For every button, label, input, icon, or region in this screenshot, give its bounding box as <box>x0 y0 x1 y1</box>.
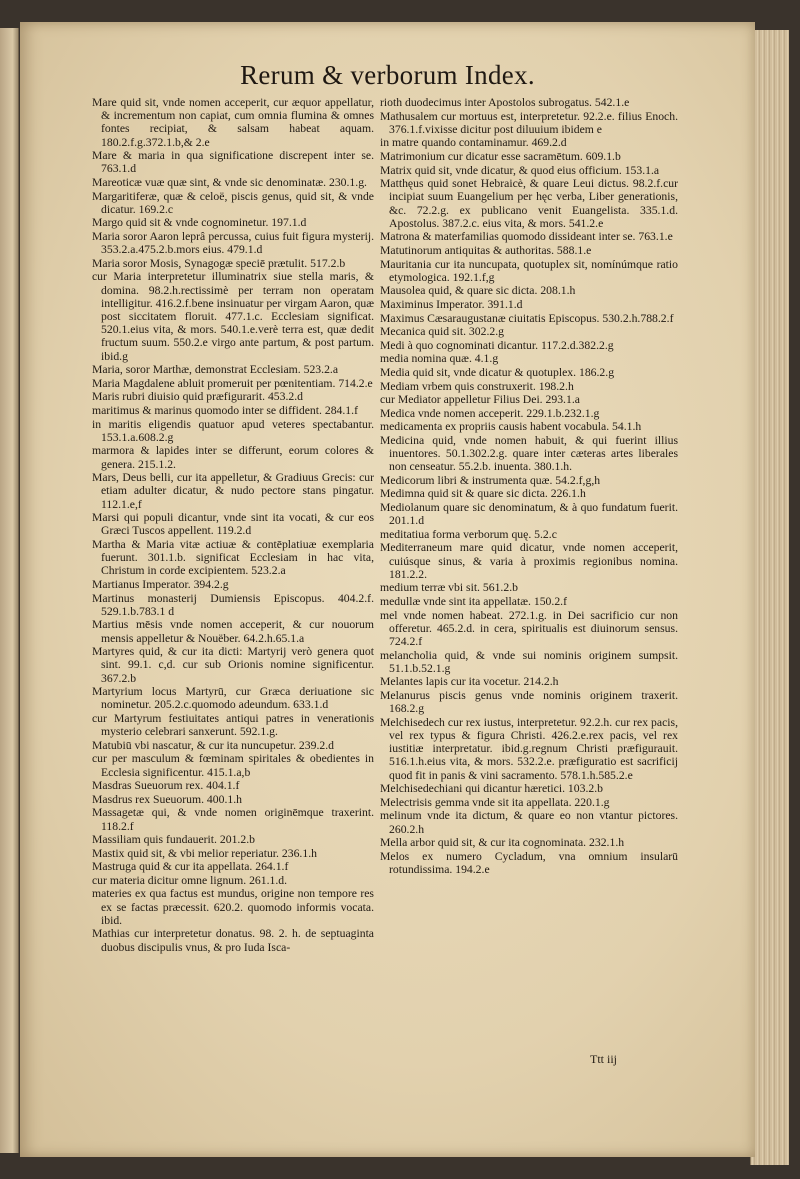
index-entry: Maria soror Mosis, Synagogæ speciē prætulit. 517.2.b <box>92 256 346 270</box>
index-entry: Mediterraneum mare quid dicatur, vnde nomen acceperit, cuiúsque sinus, & varia à proximis regionibus nomina. 181.2.2. <box>380 541 678 581</box>
index-entry: Melchisedechiani qui dicantur hæretici. 103.2.b <box>380 782 603 796</box>
index-entry: cur materia dicitur omne lignum. 261.1.d. <box>92 873 288 887</box>
index-entry: Martyrium locus Martyrū, cur Græca deriuatione sic nominetur. 205.2.c.quomodo adeundum. 633.1.d <box>92 685 374 712</box>
index-entry: Margo quid sit & vnde cognominetur. 197.1.d <box>92 216 307 230</box>
index-entry: Melantes lapis cur ita vocetur. 214.2.h <box>380 675 559 689</box>
index-entry: Mella arbor quid sit, & cur ita cognominata. 232.1.h <box>380 836 625 850</box>
index-entry: Margaritiferæ, quæ & celoë, piscis genus, quid sit, & vnde dicatur. 169.2.c <box>92 189 374 216</box>
index-entry: Mausolea quid, & quare sic dicta. 208.1.h <box>380 284 576 298</box>
index-entry: medium terræ vbi sit. 561.2.b <box>380 581 518 595</box>
index-entry: cur Martyrum festiuitates antiqui patres in venerationis mysterio celebrari sanxerunt. 592.1.g. <box>92 711 374 739</box>
index-entry: Matubiū vbi nascatur, & cur ita nuncupetur. 239.2.d <box>92 738 334 752</box>
index-entry: Matthęus quid sonet Hebraicè, & quare Leui dictus. 98.2.f.cur incipiat suum Euangelium per hęc verba, Liber generationis, &c. 72.2.g. ex publicano venit Euangelista. 335.1.d. Apostolus. 387.2.c. eius vita, & mors. 541.2.e <box>380 177 678 230</box>
index-entry: Maria, soror Marthæ, demonstrat Ecclesiam. 523.2.a <box>92 363 339 377</box>
index-entry: Martianus Imperator. 394.2.g <box>92 577 229 591</box>
index-entry: Mediolanum quare sic denominatum, & à quo fundatum fuerit. 201.1.d <box>380 501 678 528</box>
index-entry: marmora & lapides inter se differunt, eorum colores & genera. 215.1.2. <box>92 444 374 471</box>
index-entry: Martha & Maria vitæ actiuæ & contēplatiuæ exemplaria fuerunt. 301.1.b. significat Ecclesiam in hac vita, Christum in corde excipientem. 523.2.a <box>92 537 374 578</box>
index-entry: Masdras Sueuorum rex. 404.1.f <box>92 779 240 793</box>
index-entry: Matrona & materfamilias quomodo dissideant inter se. 763.1.e <box>380 230 673 244</box>
index-entry: Mauritania cur ita nuncupata, quotuplex sit, nomínúmque ratio etymologica. 192.1.f,g <box>380 257 678 284</box>
index-entry: maritimus & marinus quomodo inter se diffident. 284.1.f <box>92 403 358 417</box>
index-entry: Medica vnde nomen acceperit. 229.1.b.232.1.g <box>380 406 600 420</box>
index-entry: Melos ex numero Cycladum, vna omnium insularū rotundissima. 194.2.e <box>380 849 678 877</box>
index-entry: Melchisedech cur rex iustus, interpretetur. 92.2.h. cur rex pacis, vel rex typus & figura Christi. 426.2.e.rex pacis, vel rex iustitiæ interpretatur. ibid.g.regnum Christi præfigurauit. 516.1.h.eius vita, & mors. 532.2.e. præfiguratio est sacrificij quod fit in panis & vini sacramento. 578.1.h.585.2.e <box>380 715 678 782</box>
index-entry: Maria Magdalene abluit promeruit per pœnitentiam. 714.2.e <box>92 376 373 390</box>
index-entry: in matre quando contaminamur. 469.2.d <box>380 136 567 150</box>
index-entry: cur per masculum & fœminam spiritales & obedientes in Ecclesia significentur. 415.1.a,b <box>92 752 374 779</box>
page-title: Rerum & verborum Index. <box>240 60 535 90</box>
index-entry: Mastix quid sit, & vbi melior reperiatur. 236.1.h <box>92 846 317 860</box>
index-entry: Mareoticæ vuæ quæ sint, & vnde sic denominatæ. 230.1.g. <box>92 176 367 189</box>
index-entry: Martinus monasterij Dumiensis Episcopus. 404.2.f. 529.1.b.783.1 d <box>92 591 374 618</box>
index-entry: materies ex qua factus est mundus, origine non tempore res ex se factas præcessit. 620.2. quomodo informis vocata. ibid. <box>92 887 374 927</box>
index-entry: meditatiua forma verborum quę. 5.2.c <box>380 527 557 541</box>
index-column-left <box>92 96 374 954</box>
signature-mark: Ttt iij <box>590 1052 617 1066</box>
index-entry: Mecanica quid sit. 302.2.g <box>380 325 504 339</box>
index-entry: Melectrisis gemma vnde sit ita appellata. 220.1.g <box>380 795 610 809</box>
index-entry: medullæ vnde sint ita appellatæ. 150.2.f <box>380 595 567 609</box>
index-entry: Medimna quid sit & quare sic dicta. 226.1.h <box>380 487 586 501</box>
index-entry: rioth duodecimus inter Apostolos subrogatus. 542.1.e <box>380 96 630 109</box>
index-entry: Massiliam quis fundauerit. 201.2.b <box>92 833 255 847</box>
index-entry: Medi à quo cognominati dicantur. 117.2.d.382.2.g <box>380 338 614 352</box>
index-entry: Mediam vrbem quis construxerit. 198.2.h <box>380 379 574 393</box>
index-entry: Matrimonium cur dicatur esse sacramētum. 609.1.b <box>380 149 621 163</box>
index-entry: cur Mediator appelletur Filius Dei. 293.1.a <box>380 393 580 407</box>
index-entry: Matrix quid sit, vnde dicatur, & quod eius officium. 153.1.a <box>380 163 660 177</box>
index-entry: cur Maria interpretetur illuminatrix siue stella maris, & domina. 98.2.h.rectissimè per terram non operatam intelligitur. 416.2.f.bene insinuatur per virgam Aaron, quæ post siccitatem floruit. 477.1.c. Ecclesiam significat. 520.1.eius vita, & mors. 540.1.e.verè terra est, quæ dedit fructum suum. 550.2.e virgo ante partum, & post partum. ibid.g <box>92 270 374 363</box>
index-entry: Maris rubri diuisio quid præfigurarit. 453.2.d <box>92 390 304 404</box>
index-entry: media nomina quæ. 4.1.g <box>380 352 499 366</box>
index-entry: in maritis eligendis quatuor apud veteres spectabantur. 153.1.a.608.2.g <box>92 417 374 444</box>
index-entry: Medicorum libri & instrumenta quæ. 54.2.f,g,h <box>380 473 601 487</box>
previous-page-edge <box>0 28 19 1153</box>
index-entry: Marsi qui populi dicantur, vnde sint ita vocati, & cur eos Græci Tuscos appellent. 119.2.d <box>92 511 374 538</box>
index-entry: mel vnde nomen habeat. 272.1.g. in Dei sacrificio cur non offeretur. 465.2.d. in cera, spiritualis est diuinorum sensus. 724.2.f <box>380 608 678 649</box>
index-entry: Melanurus piscis genus vnde nominis originem traxerit. 168.2.g <box>380 689 678 716</box>
index-entry: Mathias cur interpretetur donatus. 98. 2. h. de septuaginta duobus discipulis vnus, & pro Iuda Isca- <box>92 927 374 954</box>
index-entry: Matutinorum antiquitas & authoritas. 588.1.e <box>380 243 592 257</box>
page-stack-edge <box>750 30 789 1165</box>
index-entry: Medicina quid, vnde nomen habuit, & qui fuerint illius inuentores. 50.1.302.2.g. quare inter cæteras artes liberales non censeatur. 55.2.b. inuenta. 380.1.h. <box>380 433 678 474</box>
index-entry: melancholia quid, & vnde sui nominis originem sumpsit. 51.1.b.52.1.g <box>380 648 678 675</box>
index-entry: Mare & maria in qua significatione discrepent inter se. 763.1.d <box>92 149 374 176</box>
index-entry: Mars, Deus belli, cur ita appelletur, & Gradiuus Grecis: cur etiam adulter dicatur, & nudo pectore stans pingatur. 112.1.e,f <box>92 471 374 511</box>
index-entry: Mathusalem cur mortuus est, interpretetur. 92.2.e. filius Enoch. 376.1.f.vixisse dicitur post diluuium ibidem e <box>380 109 678 136</box>
index-entry: medicamenta ex propriis causis habent vocabula. 54.1.h <box>380 420 642 434</box>
index-entry: Martyres quid, & cur ita dicti: Martyrij verò genera quot sint. 99.1. c,d. cur sub Orionis nomine significentur. 367.2.b <box>92 645 374 685</box>
index-entry: melinum vnde ita dictum, & quare eo non vtantur pictores. 260.2.h <box>380 809 678 836</box>
book-page <box>20 22 755 1157</box>
index-entry: Massagetæ qui, & vnde nomen originēmque traxerint. 118.2.f <box>92 806 374 833</box>
index-entry: Mastruga quid & cur ita appellata. 264.1.f <box>92 860 289 874</box>
index-column-right <box>380 96 678 877</box>
index-entry: Masdrus rex Sueuorum. 400.1.h <box>92 792 242 806</box>
index-entry: Martius mēsis vnde nomen acceperit, & cur nouorum mensis appelletur & Nouëber. 64.2.h.65.1.a <box>92 618 374 645</box>
index-entry: Mare quid sit, vnde nomen acceperit, cur æquor appellatur, & incrementum non capiat, cum omnia flumina & omnes fontes recipiat, & salsam habeat aquam. 180.2.f.g.372.1.b,& 2.e <box>92 96 374 149</box>
index-entry: Maria soror Aaron leprâ percussa, cuius fuit figura mysterij. 353.2.a.475.2.b.mors eius. 479.1.d <box>92 229 374 257</box>
index-entry: Media quid sit, vnde dicatur & quotuplex. 186.2.g <box>380 365 615 379</box>
index-entry: Maximus Cæsaraugustanæ ciuitatis Episcopus. 530.2.h.788.2.f <box>380 311 674 325</box>
index-entry: Maximinus Imperator. 391.1.d <box>380 297 523 311</box>
